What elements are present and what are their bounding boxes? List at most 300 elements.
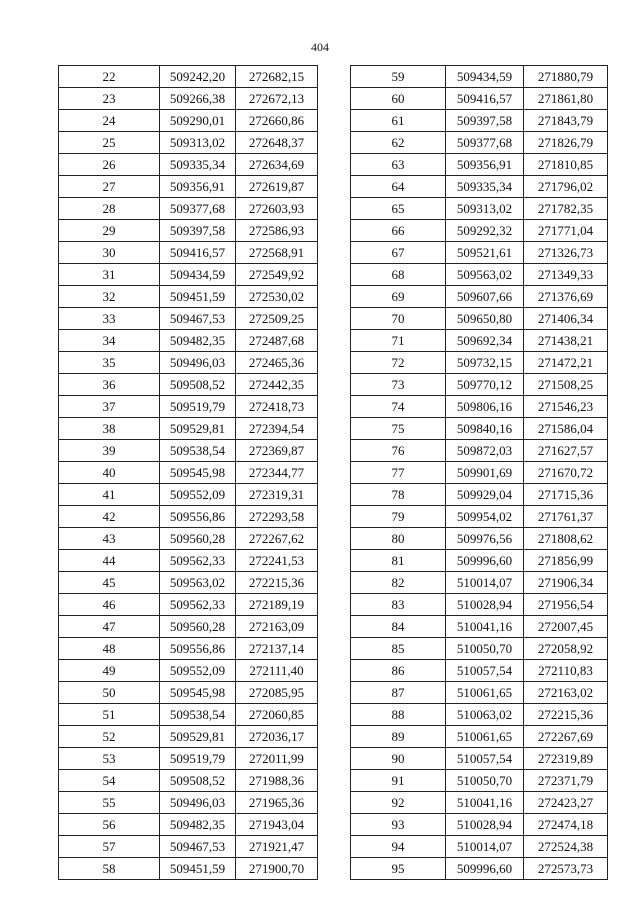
x-coordinate-cell: 510050,70: [446, 770, 524, 792]
y-coordinate-cell: 271438,21: [524, 330, 608, 352]
point-number-cell: 62: [351, 132, 446, 154]
table-row: [59, 704, 318, 726]
x-coordinate-cell: 509545,98: [160, 462, 236, 484]
y-coordinate-cell: 272163,02: [524, 682, 608, 704]
x-coordinate-cell: 509901,69: [446, 462, 524, 484]
point-number-cell: 70: [351, 308, 446, 330]
point-number-cell: 91: [351, 770, 446, 792]
x-coordinate-cell: 509356,91: [446, 154, 524, 176]
point-number-cell: 88: [351, 704, 446, 726]
x-coordinate-cell: 509356,91: [160, 176, 236, 198]
table-row: [351, 770, 608, 792]
point-number-cell: 69: [351, 286, 446, 308]
y-coordinate-cell: 272319,31: [236, 484, 318, 506]
coordinates-table-right-body: [351, 66, 608, 880]
table-row: [351, 638, 608, 660]
x-coordinate-cell: 510063,02: [446, 704, 524, 726]
y-coordinate-cell: 271810,85: [524, 154, 608, 176]
x-coordinate-cell: 509377,68: [446, 132, 524, 154]
y-coordinate-cell: 271906,34: [524, 572, 608, 594]
point-number-cell: 66: [351, 220, 446, 242]
x-coordinate-cell: 510041,16: [446, 792, 524, 814]
y-coordinate-cell: 271943,04: [236, 814, 318, 836]
x-coordinate-cell: 509545,98: [160, 682, 236, 704]
y-coordinate-cell: 271627,57: [524, 440, 608, 462]
table-row: [351, 616, 608, 638]
x-coordinate-cell: 510057,54: [446, 748, 524, 770]
x-coordinate-cell: 509556,86: [160, 638, 236, 660]
table-row: [351, 528, 608, 550]
point-number-cell: 54: [59, 770, 160, 792]
table-row: [351, 220, 608, 242]
table-row: [351, 242, 608, 264]
point-number-cell: 47: [59, 616, 160, 638]
y-coordinate-cell: 272163,09: [236, 616, 318, 638]
x-coordinate-cell: 509563,02: [160, 572, 236, 594]
point-number-cell: 29: [59, 220, 160, 242]
point-number-cell: 94: [351, 836, 446, 858]
y-coordinate-cell: 272573,73: [524, 858, 608, 880]
x-coordinate-cell: 509872,03: [446, 440, 524, 462]
y-coordinate-cell: 271586,04: [524, 418, 608, 440]
table-row: [351, 572, 608, 594]
table-row: [351, 484, 608, 506]
table-row: [351, 440, 608, 462]
point-number-cell: 39: [59, 440, 160, 462]
point-number-cell: 82: [351, 572, 446, 594]
table-row: [59, 550, 318, 572]
y-coordinate-cell: 272487,68: [236, 330, 318, 352]
point-number-cell: 92: [351, 792, 446, 814]
point-number-cell: 49: [59, 660, 160, 682]
point-number-cell: 59: [351, 66, 446, 88]
table-row: [351, 66, 608, 88]
x-coordinate-cell: 509538,54: [160, 704, 236, 726]
table-row: [351, 660, 608, 682]
x-coordinate-cell: 509556,86: [160, 506, 236, 528]
point-number-cell: 28: [59, 198, 160, 220]
point-number-cell: 32: [59, 286, 160, 308]
y-coordinate-cell: 272603,93: [236, 198, 318, 220]
table-row: [59, 792, 318, 814]
x-coordinate-cell: 509560,28: [160, 528, 236, 550]
y-coordinate-cell: 272418,73: [236, 396, 318, 418]
table-row: [59, 484, 318, 506]
table-row: [351, 814, 608, 836]
x-coordinate-cell: 509538,54: [160, 440, 236, 462]
table-row: [351, 286, 608, 308]
table-row: [351, 550, 608, 572]
point-number-cell: 46: [59, 594, 160, 616]
point-number-cell: 42: [59, 506, 160, 528]
y-coordinate-cell: 272371,79: [524, 770, 608, 792]
y-coordinate-cell: 271861,80: [524, 88, 608, 110]
table-row: [351, 682, 608, 704]
x-coordinate-cell: 510014,07: [446, 836, 524, 858]
y-coordinate-cell: 271670,72: [524, 462, 608, 484]
x-coordinate-cell: 510061,65: [446, 726, 524, 748]
table-row: [59, 748, 318, 770]
point-number-cell: 61: [351, 110, 446, 132]
y-coordinate-cell: 271988,36: [236, 770, 318, 792]
table-row: [59, 132, 318, 154]
x-coordinate-cell: 509467,53: [160, 308, 236, 330]
y-coordinate-cell: 272215,36: [236, 572, 318, 594]
y-coordinate-cell: 272648,37: [236, 132, 318, 154]
table-row: [59, 66, 318, 88]
x-coordinate-cell: 509416,57: [160, 242, 236, 264]
table-row: [59, 836, 318, 858]
x-coordinate-cell: 509519,79: [160, 396, 236, 418]
point-number-cell: 67: [351, 242, 446, 264]
table-row: [351, 836, 608, 858]
x-coordinate-cell: 509242,20: [160, 66, 236, 88]
table-row: [59, 528, 318, 550]
x-coordinate-cell: 509377,68: [160, 198, 236, 220]
point-number-cell: 31: [59, 264, 160, 286]
x-coordinate-cell: 509482,35: [160, 814, 236, 836]
y-coordinate-cell: 272465,36: [236, 352, 318, 374]
y-coordinate-cell: 271900,70: [236, 858, 318, 880]
x-coordinate-cell: 509508,52: [160, 374, 236, 396]
x-coordinate-cell: 509529,81: [160, 418, 236, 440]
point-number-cell: 78: [351, 484, 446, 506]
y-coordinate-cell: 272060,85: [236, 704, 318, 726]
point-number-cell: 22: [59, 66, 160, 88]
x-coordinate-cell: 509562,33: [160, 550, 236, 572]
point-number-cell: 34: [59, 330, 160, 352]
point-number-cell: 33: [59, 308, 160, 330]
x-coordinate-cell: 509563,02: [446, 264, 524, 286]
y-coordinate-cell: 272423,27: [524, 792, 608, 814]
y-coordinate-cell: 271956,54: [524, 594, 608, 616]
x-coordinate-cell: 509397,58: [160, 220, 236, 242]
y-coordinate-cell: 271715,36: [524, 484, 608, 506]
x-coordinate-cell: 509313,02: [160, 132, 236, 154]
point-number-cell: 25: [59, 132, 160, 154]
table-row: [351, 704, 608, 726]
y-coordinate-cell: 272110,83: [524, 660, 608, 682]
x-coordinate-cell: 509290,01: [160, 110, 236, 132]
table-row: [59, 462, 318, 484]
table-row: [59, 352, 318, 374]
table-row: [59, 594, 318, 616]
x-coordinate-cell: 509521,61: [446, 242, 524, 264]
table-row: [351, 88, 608, 110]
x-coordinate-cell: 510061,65: [446, 682, 524, 704]
point-number-cell: 87: [351, 682, 446, 704]
point-number-cell: 79: [351, 506, 446, 528]
point-number-cell: 44: [59, 550, 160, 572]
x-coordinate-cell: 509266,38: [160, 88, 236, 110]
table-row: [59, 242, 318, 264]
x-coordinate-cell: 509416,57: [446, 88, 524, 110]
point-number-cell: 58: [59, 858, 160, 880]
y-coordinate-cell: 271843,79: [524, 110, 608, 132]
x-coordinate-cell: 509434,59: [446, 66, 524, 88]
x-coordinate-cell: 510050,70: [446, 638, 524, 660]
x-coordinate-cell: 510014,07: [446, 572, 524, 594]
table-row: [351, 308, 608, 330]
point-number-cell: 86: [351, 660, 446, 682]
y-coordinate-cell: 271808,62: [524, 528, 608, 550]
table-row: [59, 616, 318, 638]
table-row: [351, 264, 608, 286]
y-coordinate-cell: 272586,93: [236, 220, 318, 242]
y-coordinate-cell: 272524,38: [524, 836, 608, 858]
point-number-cell: 36: [59, 374, 160, 396]
x-coordinate-cell: 509806,16: [446, 396, 524, 418]
coordinates-table-left: [58, 65, 318, 880]
table-row: [59, 396, 318, 418]
y-coordinate-cell: 271771,04: [524, 220, 608, 242]
y-coordinate-cell: 271472,21: [524, 352, 608, 374]
y-coordinate-cell: 271326,73: [524, 242, 608, 264]
point-number-cell: 83: [351, 594, 446, 616]
table-row: [59, 418, 318, 440]
point-number-cell: 71: [351, 330, 446, 352]
y-coordinate-cell: 272011,99: [236, 748, 318, 770]
table-row: [351, 506, 608, 528]
table-row: [59, 176, 318, 198]
table-row: [59, 88, 318, 110]
x-coordinate-cell: 509519,79: [160, 748, 236, 770]
y-coordinate-cell: 271921,47: [236, 836, 318, 858]
x-coordinate-cell: 509732,15: [446, 352, 524, 374]
point-number-cell: 30: [59, 242, 160, 264]
point-number-cell: 48: [59, 638, 160, 660]
y-coordinate-cell: 272509,25: [236, 308, 318, 330]
y-coordinate-cell: 271406,34: [524, 308, 608, 330]
point-number-cell: 27: [59, 176, 160, 198]
x-coordinate-cell: 509770,12: [446, 374, 524, 396]
point-number-cell: 55: [59, 792, 160, 814]
y-coordinate-cell: 272036,17: [236, 726, 318, 748]
point-number-cell: 53: [59, 748, 160, 770]
y-coordinate-cell: 272007,45: [524, 616, 608, 638]
x-coordinate-cell: 509996,60: [446, 858, 524, 880]
table-row: [59, 264, 318, 286]
y-coordinate-cell: 272111,40: [236, 660, 318, 682]
y-coordinate-cell: 271880,79: [524, 66, 608, 88]
y-coordinate-cell: 272267,69: [524, 726, 608, 748]
y-coordinate-cell: 271965,36: [236, 792, 318, 814]
x-coordinate-cell: 509562,33: [160, 594, 236, 616]
table-row: [351, 858, 608, 880]
table-row: [351, 396, 608, 418]
point-number-cell: 38: [59, 418, 160, 440]
x-coordinate-cell: 509529,81: [160, 726, 236, 748]
x-coordinate-cell: 509508,52: [160, 770, 236, 792]
table-row: [59, 330, 318, 352]
table-row: [59, 220, 318, 242]
x-coordinate-cell: 509552,09: [160, 660, 236, 682]
point-number-cell: 81: [351, 550, 446, 572]
x-coordinate-cell: 509496,03: [160, 792, 236, 814]
x-coordinate-cell: 509451,59: [160, 286, 236, 308]
x-coordinate-cell: 510028,94: [446, 594, 524, 616]
table-row: [351, 594, 608, 616]
y-coordinate-cell: 271826,79: [524, 132, 608, 154]
table-row: [351, 176, 608, 198]
y-coordinate-cell: 271856,99: [524, 550, 608, 572]
table-row: [59, 374, 318, 396]
point-number-cell: 51: [59, 704, 160, 726]
point-number-cell: 95: [351, 858, 446, 880]
table-row: [351, 748, 608, 770]
point-number-cell: 77: [351, 462, 446, 484]
y-coordinate-cell: 272619,87: [236, 176, 318, 198]
table-row: [59, 660, 318, 682]
x-coordinate-cell: 509313,02: [446, 198, 524, 220]
y-coordinate-cell: 272530,02: [236, 286, 318, 308]
point-number-cell: 57: [59, 836, 160, 858]
table-row: [351, 374, 608, 396]
y-coordinate-cell: 271761,37: [524, 506, 608, 528]
point-number-cell: 93: [351, 814, 446, 836]
x-coordinate-cell: 509434,59: [160, 264, 236, 286]
table-row: [59, 154, 318, 176]
coordinates-table-right: [350, 65, 608, 880]
point-number-cell: 60: [351, 88, 446, 110]
y-coordinate-cell: 272394,54: [236, 418, 318, 440]
table-row: [351, 198, 608, 220]
point-number-cell: 63: [351, 154, 446, 176]
y-coordinate-cell: 272267,62: [236, 528, 318, 550]
table-row: [351, 352, 608, 374]
table-row: [59, 858, 318, 880]
table-row: [59, 770, 318, 792]
table-row: [59, 286, 318, 308]
point-number-cell: 26: [59, 154, 160, 176]
y-coordinate-cell: 271546,23: [524, 396, 608, 418]
x-coordinate-cell: 509976,56: [446, 528, 524, 550]
x-coordinate-cell: 509996,60: [446, 550, 524, 572]
y-coordinate-cell: 272058,92: [524, 638, 608, 660]
y-coordinate-cell: 272085,95: [236, 682, 318, 704]
point-number-cell: 56: [59, 814, 160, 836]
table-row: [59, 110, 318, 132]
y-coordinate-cell: 272474,18: [524, 814, 608, 836]
point-number-cell: 72: [351, 352, 446, 374]
point-number-cell: 80: [351, 528, 446, 550]
table-row: [351, 726, 608, 748]
point-number-cell: 43: [59, 528, 160, 550]
table-row: [59, 572, 318, 594]
point-number-cell: 65: [351, 198, 446, 220]
table-row: [59, 198, 318, 220]
table-row: [59, 814, 318, 836]
point-number-cell: 24: [59, 110, 160, 132]
x-coordinate-cell: 509954,02: [446, 506, 524, 528]
point-number-cell: 73: [351, 374, 446, 396]
point-number-cell: 90: [351, 748, 446, 770]
x-coordinate-cell: 509397,58: [446, 110, 524, 132]
x-coordinate-cell: 509467,53: [160, 836, 236, 858]
point-number-cell: 45: [59, 572, 160, 594]
table-row: [59, 308, 318, 330]
x-coordinate-cell: 509552,09: [160, 484, 236, 506]
point-number-cell: 64: [351, 176, 446, 198]
x-coordinate-cell: 509692,34: [446, 330, 524, 352]
table-row: [351, 132, 608, 154]
x-coordinate-cell: 509496,03: [160, 352, 236, 374]
y-coordinate-cell: 272549,92: [236, 264, 318, 286]
table-row: [351, 418, 608, 440]
x-coordinate-cell: 509482,35: [160, 330, 236, 352]
y-coordinate-cell: 272293,58: [236, 506, 318, 528]
y-coordinate-cell: 272215,36: [524, 704, 608, 726]
point-number-cell: 74: [351, 396, 446, 418]
x-coordinate-cell: 510057,54: [446, 660, 524, 682]
point-number-cell: 23: [59, 88, 160, 110]
table-row: [351, 792, 608, 814]
point-number-cell: 40: [59, 462, 160, 484]
table-row: [351, 462, 608, 484]
table-row: [351, 330, 608, 352]
point-number-cell: 50: [59, 682, 160, 704]
table-row: [59, 682, 318, 704]
page-number: 404: [311, 40, 329, 54]
y-coordinate-cell: 271349,33: [524, 264, 608, 286]
table-row: [351, 110, 608, 132]
x-coordinate-cell: 509335,34: [160, 154, 236, 176]
point-number-cell: 76: [351, 440, 446, 462]
x-coordinate-cell: 510028,94: [446, 814, 524, 836]
y-coordinate-cell: 272241,53: [236, 550, 318, 572]
y-coordinate-cell: 271376,69: [524, 286, 608, 308]
x-coordinate-cell: 509292,32: [446, 220, 524, 242]
point-number-cell: 84: [351, 616, 446, 638]
x-coordinate-cell: 509335,34: [446, 176, 524, 198]
y-coordinate-cell: 272660,86: [236, 110, 318, 132]
y-coordinate-cell: 272568,91: [236, 242, 318, 264]
y-coordinate-cell: 271782,35: [524, 198, 608, 220]
table-row: [59, 440, 318, 462]
x-coordinate-cell: 509560,28: [160, 616, 236, 638]
y-coordinate-cell: 271508,25: [524, 374, 608, 396]
point-number-cell: 52: [59, 726, 160, 748]
x-coordinate-cell: 509650,80: [446, 308, 524, 330]
x-coordinate-cell: 509840,16: [446, 418, 524, 440]
x-coordinate-cell: 509607,66: [446, 286, 524, 308]
x-coordinate-cell: 510041,16: [446, 616, 524, 638]
point-number-cell: 89: [351, 726, 446, 748]
y-coordinate-cell: 272319,89: [524, 748, 608, 770]
table-row: [59, 638, 318, 660]
point-number-cell: 35: [59, 352, 160, 374]
x-coordinate-cell: 509451,59: [160, 858, 236, 880]
table-row: [59, 726, 318, 748]
point-number-cell: 37: [59, 396, 160, 418]
y-coordinate-cell: 271796,02: [524, 176, 608, 198]
point-number-cell: 75: [351, 418, 446, 440]
y-coordinate-cell: 272369,87: [236, 440, 318, 462]
point-number-cell: 85: [351, 638, 446, 660]
point-number-cell: 68: [351, 264, 446, 286]
y-coordinate-cell: 272682,15: [236, 66, 318, 88]
coordinates-table-left-body: [59, 66, 318, 880]
y-coordinate-cell: 272442,35: [236, 374, 318, 396]
y-coordinate-cell: 272189,19: [236, 594, 318, 616]
y-coordinate-cell: 272344,77: [236, 462, 318, 484]
y-coordinate-cell: 272672,13: [236, 88, 318, 110]
x-coordinate-cell: 509929,04: [446, 484, 524, 506]
y-coordinate-cell: 272634,69: [236, 154, 318, 176]
table-row: [351, 154, 608, 176]
point-number-cell: 41: [59, 484, 160, 506]
y-coordinate-cell: 272137,14: [236, 638, 318, 660]
